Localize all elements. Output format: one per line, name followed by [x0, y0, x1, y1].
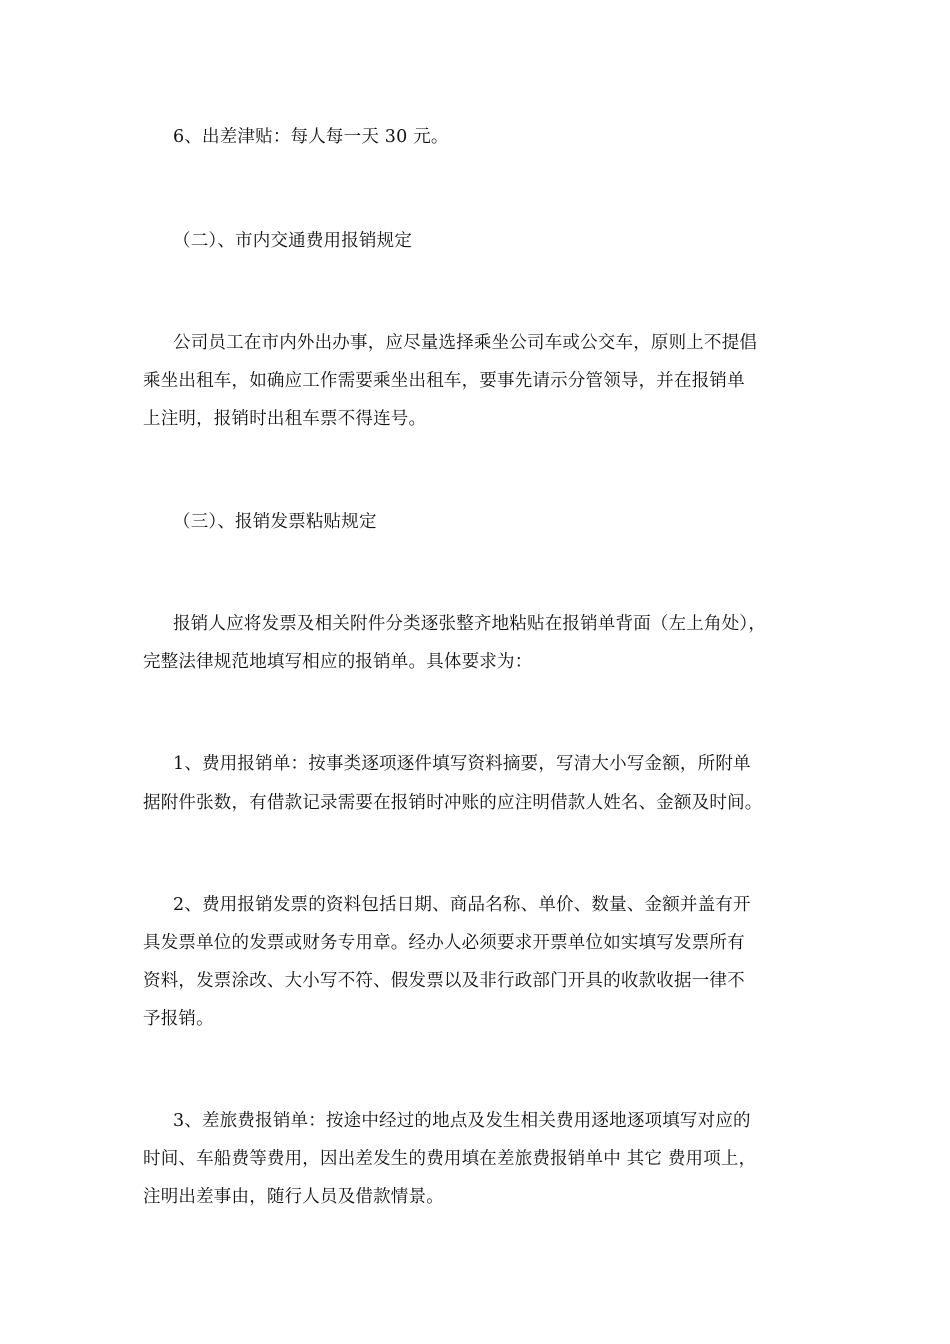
paragraph-travel-allowance: 6、出差津贴：每人每一天 30 元。 — [173, 127, 449, 147]
paragraph-item-2-line-1: 2、费用报销发票的资料包括日期、商品名称、单价、数量、金额并盖有开 — [173, 895, 751, 915]
paragraph-city-transport-line-3: 上注明，报销时出租车票不得连号。 — [143, 409, 427, 429]
paragraph-item-3-line-3: 注明出差事由，随行人员及借款情景。 — [143, 1187, 444, 1207]
section-heading-invoice-pasting: （三）、报销发票粘贴规定 — [173, 512, 377, 532]
paragraph-item-2-line-2: 具发票单位的发票或财务专用章。经办人必须要求开票单位如实填写发票所有 — [143, 933, 745, 953]
paragraph-item-1-line-2: 据附件张数，有借款记录需要在报销时冲账的应注明借款人姓名、金额及时间。 — [143, 793, 763, 813]
paragraph-item-2-line-4: 予报销。 — [143, 1009, 214, 1029]
paragraph-item-1-line-1: 1、费用报销单：按事类逐项逐件填写资料摘要，写清大小写金额，所附单 — [173, 754, 751, 774]
paragraph-invoice-pasting-line-2: 完整法律规范地填写相应的报销单。具体要求为： — [143, 652, 533, 672]
paragraph-item-3-line-1: 3、差旅费报销单：按途中经过的地点及发生相关费用逐地逐项填写对应的 — [173, 1111, 751, 1131]
paragraph-city-transport-line-2: 乘坐出租车，如确应工作需要乘坐出租车，要事先请示分管领导，并在报销单 — [143, 371, 745, 391]
paragraph-item-3-line-2: 时间、车船费等费用，因出差发生的费用填在差旅费报销单中 其它 费用项上， — [143, 1149, 757, 1169]
section-heading-city-transport: （二）、市内交通费用报销规定 — [173, 231, 413, 251]
paragraph-item-2-line-3: 资料，发票涂改、大小写不符、假发票以及非行政部门开具的收款收据一律不 — [143, 971, 745, 991]
paragraph-city-transport-line-1: 公司员工在市内外出办事，应尽量选择乘坐公司车或公交车，原则上不提倡 — [173, 333, 758, 353]
paragraph-invoice-pasting-line-1: 报销人应将发票及相关附件分类逐张整齐地粘贴在报销单背面（左上角处）， — [173, 614, 767, 634]
